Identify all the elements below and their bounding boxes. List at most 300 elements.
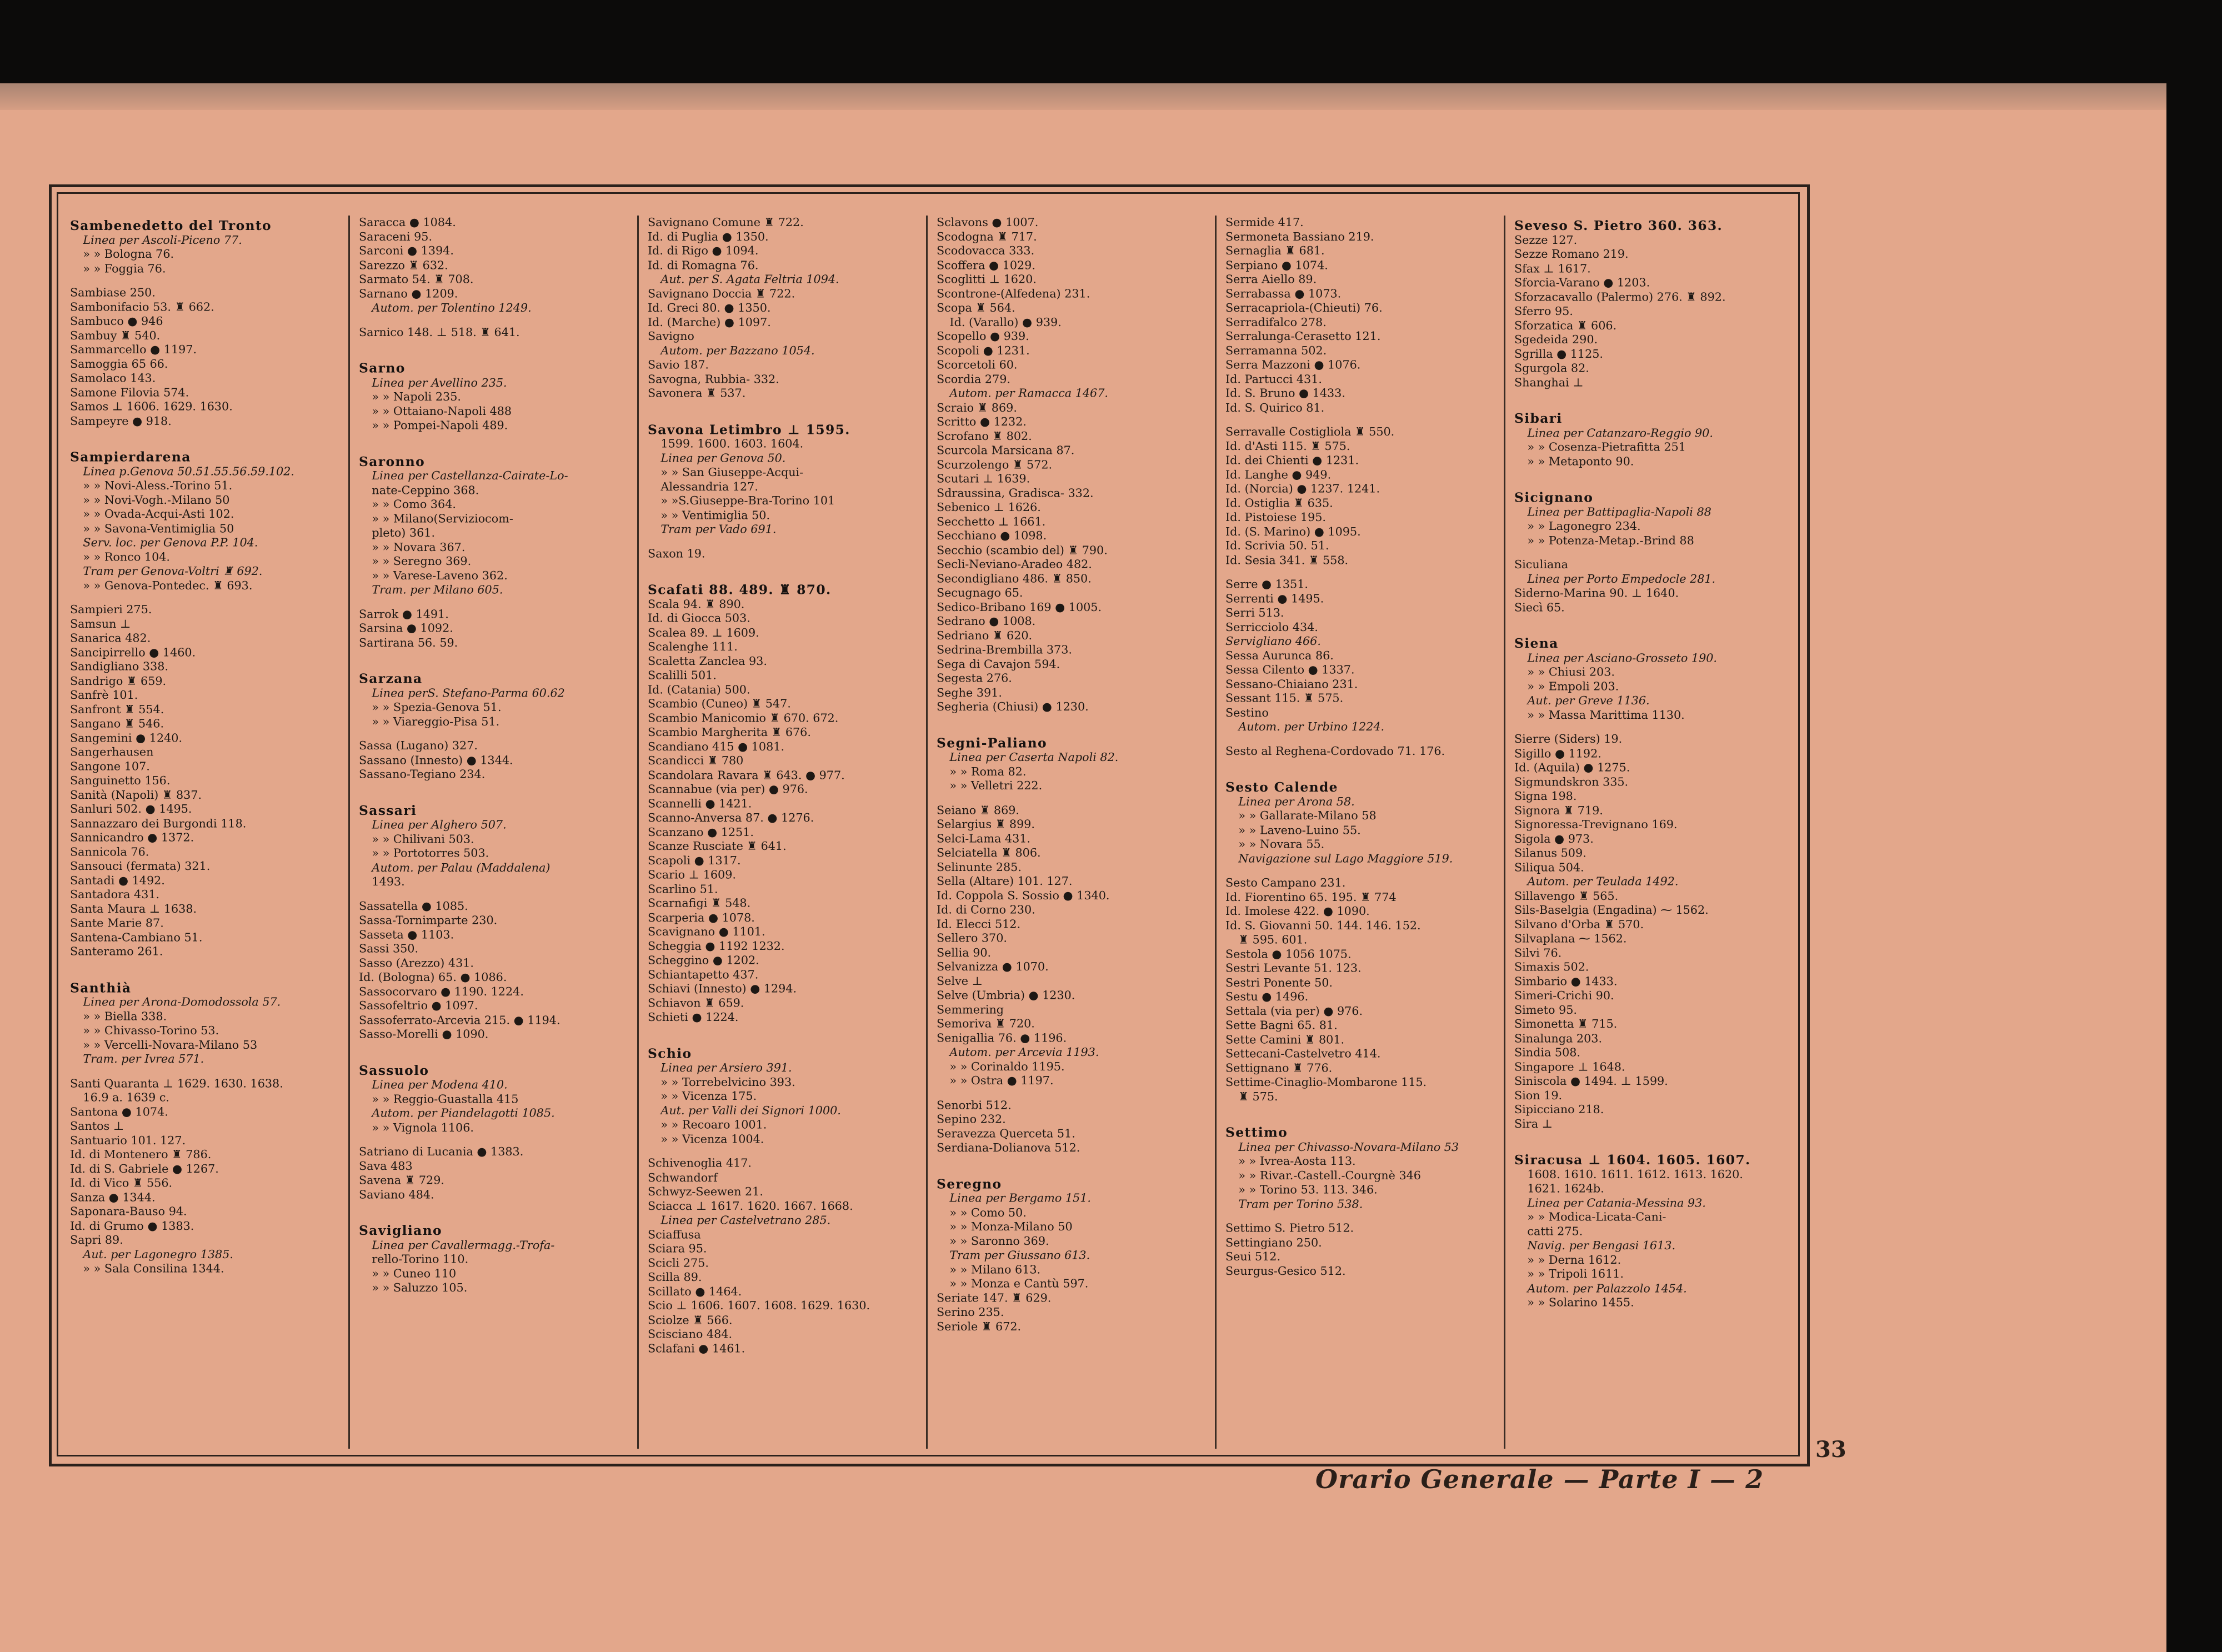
- index-entry: Senorbi 512.: [937, 1098, 1012, 1112]
- index-entry: Autom. per Palazzolo 1454.: [1527, 1281, 1687, 1295]
- index-entry: Secchetto ⊥ 1661.: [937, 515, 1046, 528]
- index-entry: Id. (Norcia) ● 1237. 1241.: [1225, 482, 1380, 495]
- index-entry: Santadi ● 1492.: [70, 874, 165, 887]
- index-entry: Savignano Doccia ♜ 722.: [648, 287, 795, 301]
- index-entry: Siecì 65.: [1514, 601, 1565, 614]
- index-entry: Sangemini ● 1240.: [70, 731, 183, 745]
- index-entry: Linea per Arona 58.: [1238, 795, 1355, 808]
- index-entry: Tram per Giussano 613.: [949, 1249, 1090, 1262]
- index-entry: Sciacca ⊥ 1617. 1620. 1667. 1668.: [648, 1199, 853, 1213]
- index-entry: Navigazione sul Lago Maggiore 519.: [1238, 852, 1453, 865]
- index-entry: Linea per Arsiero 391.: [660, 1061, 792, 1075]
- index-entry: Id. di Rigo ● 1094.: [648, 244, 759, 258]
- index-entry: » » Chivasso-Torino 53.: [83, 1024, 219, 1038]
- index-entry: Sangano ♜ 546.: [70, 717, 164, 730]
- index-entry: Selciatella ♜ 806.: [937, 846, 1041, 860]
- index-entry: Sgedeida 290.: [1514, 333, 1598, 347]
- index-entry: Sannicola 76.: [70, 845, 149, 859]
- index-entry: Sernaglia ♜ 681.: [1225, 244, 1325, 258]
- index-entry: Scannelli ● 1421.: [648, 797, 752, 810]
- index-entry: » » Sala Consilina 1344.: [83, 1262, 224, 1275]
- index-entry: Sira ⊥: [1514, 1117, 1553, 1131]
- column-3: [639, 216, 928, 1449]
- index-entry: Sigola ● 973.: [1514, 832, 1594, 846]
- index-entry: Sancipirrello ● 1460.: [70, 646, 196, 659]
- station-heading: Seregno: [937, 1177, 1002, 1192]
- index-entry: Serv. loc. per Genova P.P. 104.: [83, 536, 258, 549]
- index-entry: » » Torino 53. 113. 346.: [1238, 1183, 1378, 1197]
- page-number: 33: [1815, 1436, 1846, 1463]
- index-entry: Saponara-Bauso 94.: [70, 1205, 187, 1219]
- index-entry: Scraio ♜ 869.: [937, 401, 1017, 414]
- index-entry: Aut. per Greve 1136.: [1527, 694, 1650, 708]
- index-entry: Id. (Marche) ● 1097.: [648, 316, 771, 329]
- index-entry: » » Lagonegro 234.: [1527, 519, 1641, 533]
- index-entry: » » Milano(Serviziocom-: [372, 512, 513, 525]
- index-entry: Scanno-Anversa 87. ● 1276.: [648, 811, 814, 825]
- index-entry: Sanfront ♜ 554.: [70, 703, 164, 717]
- index-entry: Samone Filovia 574.: [70, 386, 189, 399]
- index-entry: Linea per Battipaglia-Napoli 88: [1527, 505, 1711, 519]
- index-entry: 16.9 a. 1639 c.: [83, 1091, 170, 1104]
- index-entry: Semoriva ♜ 720.: [937, 1017, 1035, 1030]
- index-entry: Sassano-Tegiano 234.: [359, 768, 486, 781]
- index-entry: » » Cosenza-Pietrafitta 251: [1527, 440, 1686, 454]
- station-heading: Sesto Calende: [1225, 780, 1338, 795]
- index-entry: Tram per Vado 691.: [660, 523, 777, 536]
- index-entry: » » Ventimiglia 50.: [660, 508, 770, 522]
- index-entry: Samoggia 65 66.: [70, 357, 168, 371]
- index-entry: » » Chilivani 503.: [372, 833, 474, 846]
- index-entry: Senigallia 76. ● 1196.: [937, 1032, 1067, 1045]
- index-entry: » » Biella 338.: [83, 1010, 167, 1023]
- index-entry: Scarnafigi ♜ 548.: [648, 897, 751, 910]
- index-entry: Sedrina-Brembilla 373.: [937, 643, 1072, 657]
- station-heading: Schio: [648, 1046, 692, 1062]
- index-entry: Scanzano ● 1251.: [648, 825, 754, 839]
- index-entry: » » Ivrea-Aosta 113.: [1238, 1155, 1356, 1168]
- index-entry: Segheria (Chiusi) ● 1230.: [937, 700, 1089, 714]
- index-entry: Sampeyre ● 918.: [70, 414, 172, 428]
- index-entry: Id. (Varallo) ● 939.: [949, 316, 1062, 329]
- index-entry: » » Velletri 222.: [949, 779, 1043, 793]
- index-entry: Seurgus-Gesico 512.: [1225, 1264, 1346, 1278]
- index-entry: Sermide 417.: [1225, 216, 1304, 229]
- index-entry: Scopa ♜ 564.: [937, 301, 1015, 315]
- index-entry: » » Pompei-Napoli 489.: [372, 419, 508, 432]
- index-entry: Seiano ♜ 869.: [937, 803, 1020, 817]
- index-entry: Savonera ♜ 537.: [648, 387, 746, 401]
- index-entry: » » Novara 55.: [1238, 838, 1325, 851]
- index-entry: Id. di Vico ♜ 556.: [70, 1177, 173, 1190]
- index-entry: Sassi 350.: [359, 942, 419, 955]
- index-entry: Linea per Cavallermagg.-Trofa-: [372, 1238, 555, 1252]
- index-entry: Linea per Modena 410.: [372, 1078, 508, 1092]
- index-entry: » » Gallarate-Milano 58: [1238, 809, 1377, 823]
- index-entry: » » Recoaro 1001.: [660, 1118, 767, 1132]
- index-entry: Seriate 147. ♜ 629.: [937, 1291, 1052, 1305]
- index-entry: » » Seregno 369.: [372, 555, 472, 568]
- index-entry: Tram per Torino 538.: [1238, 1198, 1363, 1211]
- index-entry: Settingiano 250.: [1225, 1236, 1322, 1249]
- index-entry: » » Novi-Vogh.-Milano 50: [83, 493, 230, 507]
- index-entry: Alessandria 127.: [660, 480, 758, 493]
- index-entry: » » Tripoli 1611.: [1527, 1268, 1624, 1281]
- index-entry: Seravezza Querceta 51.: [937, 1127, 1075, 1140]
- index-entry: » » Roma 82.: [949, 765, 1027, 778]
- index-entry: Linea per Castellanza-Cairate-Lo-: [372, 469, 568, 483]
- index-entry: » » Viareggio-Pisa 51.: [372, 715, 500, 728]
- index-entry: Serracapriola-(Chieuti) 76.: [1225, 301, 1383, 315]
- station-heading: Sarzana: [359, 671, 423, 687]
- index-entry: Sartirana 56. 59.: [359, 636, 458, 649]
- station-heading: Sampierdarena: [70, 449, 191, 465]
- index-entry: Sciara 95.: [648, 1242, 707, 1255]
- index-entry: » » Derna 1612.: [1527, 1253, 1622, 1266]
- index-entry: Serpiano ● 1074.: [1225, 258, 1328, 272]
- index-entry: Sanfrè 101.: [70, 689, 138, 702]
- index-entry: » » Vercelli-Novara-Milano 53: [83, 1038, 258, 1052]
- index-entry: » » Monza-Milano 50: [949, 1220, 1073, 1234]
- index-entry: Secchio (scambio del) ♜ 790.: [937, 543, 1108, 557]
- index-entry: » » Milano 613.: [949, 1263, 1041, 1276]
- station-heading: Scafati 88. 489. ♜ 870.: [648, 582, 832, 598]
- index-entry: Selvanizza ● 1070.: [937, 960, 1049, 974]
- index-entry: Simonetta ♜ 715.: [1514, 1018, 1618, 1031]
- index-entry: » » Ovada-Acqui-Asti 102.: [83, 508, 234, 521]
- index-entry: » » Portotorres 503.: [372, 847, 489, 860]
- station-heading: Savigliano: [359, 1223, 442, 1239]
- index-entry: Sassocorvaro ● 1190. 1224.: [359, 985, 524, 998]
- index-entry: Linea per Chivasso-Novara-Milano 53: [1238, 1140, 1459, 1154]
- index-entry: Id. di Puglia ● 1350.: [648, 230, 769, 243]
- index-entry: ♜ 575.: [1238, 1090, 1278, 1103]
- index-entry: Id. S. Bruno ● 1433.: [1225, 387, 1345, 401]
- index-entry: Secchiano ● 1098.: [937, 529, 1047, 543]
- index-entry: Scandolara Ravara ♜ 643. ● 977.: [648, 768, 845, 782]
- index-entry: Sambuy ♜ 540.: [70, 329, 161, 342]
- index-entry: Samolaco 143.: [70, 372, 156, 385]
- index-entry: Sezze 127.: [1514, 233, 1578, 247]
- index-entry: Secugnago 65.: [937, 586, 1023, 600]
- page-top-edge: [0, 83, 2166, 110]
- index-entry: Linea per Asciano-Grosseto 190.: [1527, 651, 1718, 665]
- index-entry: Sepino 232.: [937, 1113, 1006, 1126]
- column-4: [928, 216, 1217, 1449]
- index-entry: Sellero 370.: [937, 932, 1007, 945]
- index-entry: » » Napoli 235.: [372, 391, 461, 404]
- index-entry: Scambio (Cuneo) ♜ 547.: [648, 697, 791, 710]
- index-entry: Sedriano ♜ 620.: [937, 629, 1033, 643]
- index-entry: » » Reggio-Guastalla 415: [372, 1093, 519, 1106]
- index-entry: Aut. per S. Agata Feltria 1094.: [660, 273, 839, 286]
- index-entry: Sarmato 54. ♜ 708.: [359, 273, 474, 286]
- index-entry: Scritto ● 1232.: [937, 415, 1027, 429]
- index-entry: Scandicci ♜ 780: [648, 754, 744, 768]
- index-entry: Savigno: [648, 330, 694, 343]
- index-entry: 1608. 1610. 1611. 1612. 1613. 1620.: [1527, 1168, 1743, 1182]
- index-entry: Saraceni 95.: [359, 230, 433, 243]
- index-entry: Serrabassa ● 1073.: [1225, 287, 1342, 301]
- index-entry: » » Saronno 369.: [949, 1234, 1049, 1248]
- index-entry: » » Spezia-Genova 51.: [372, 700, 502, 714]
- index-entry: » » Ostra ● 1197.: [949, 1074, 1054, 1088]
- index-entry: » » Como 364.: [372, 498, 456, 511]
- index-entry: Sampieri 275.: [70, 603, 152, 617]
- index-entry: Sferro 95.: [1514, 304, 1573, 318]
- index-entry: Sessa Aurunca 86.: [1225, 649, 1334, 663]
- index-entry: Sessant 115. ♜ 575.: [1225, 692, 1344, 705]
- index-entry: » » Como 50.: [949, 1206, 1027, 1219]
- index-entry: Samos ⊥ 1606. 1629. 1630.: [70, 400, 233, 414]
- index-entry: » » San Giuseppe-Acqui-: [660, 465, 804, 479]
- index-entry: Scopoli ● 1231.: [937, 344, 1030, 358]
- index-entry: Selargius ♜ 899.: [937, 818, 1035, 831]
- index-entry: Scanze Rusciate ♜ 641.: [648, 840, 787, 853]
- index-entry: » » Saluzzo 105.: [372, 1281, 468, 1295]
- index-entry: Savignano Comune ♜ 722.: [648, 216, 804, 229]
- index-entry: Id. Scrivia 50. 51.: [1225, 539, 1329, 553]
- index-entry: Sion 19.: [1514, 1089, 1563, 1102]
- index-entry: Sarrok ● 1491.: [359, 608, 449, 621]
- index-entry: Sestri Levante 51. 123.: [1225, 962, 1362, 975]
- index-entry: Signora ♜ 719.: [1514, 804, 1603, 817]
- index-entry: Simaxis 502.: [1514, 960, 1589, 974]
- station-heading: Segni-Paliano: [937, 735, 1048, 751]
- index-entry: Sava 483: [359, 1159, 413, 1173]
- index-entry: Linea per Porto Empedocle 281.: [1527, 572, 1716, 586]
- index-entry: Sedico-Bribano 169 ● 1005.: [937, 600, 1102, 614]
- index-entry: Sessano-Chiaiano 231.: [1225, 678, 1358, 691]
- index-entry: Savio 187.: [648, 358, 709, 372]
- index-entry: Serrenti ● 1495.: [1225, 592, 1324, 605]
- index-entry: Sarsina ● 1092.: [359, 622, 453, 635]
- station-heading: Sassuolo: [359, 1063, 429, 1078]
- index-entry: Sillavengo ♜ 565.: [1514, 889, 1619, 903]
- index-entry: Linea per Caserta Napoli 82.: [949, 750, 1119, 764]
- index-entry: Sigmundskron 335.: [1514, 775, 1629, 789]
- index-entry: Scoglitti ⊥ 1620.: [937, 273, 1037, 286]
- index-entry: Id. Greci 80. ● 1350.: [648, 301, 771, 315]
- index-entry: Simeto 95.: [1514, 1003, 1577, 1017]
- index-entry: Sforzacavallo (Palermo) 276. ♜ 892.: [1514, 291, 1726, 304]
- index-entry: Sestri Ponente 50.: [1225, 976, 1333, 989]
- index-entry: Tram per Genova-Voltri ♜ 692.: [83, 564, 263, 578]
- index-entry: Scalea 89. ⊥ 1609.: [648, 626, 759, 639]
- index-entry: Scilla 89.: [648, 1270, 702, 1284]
- index-entry: Sclafani ● 1461.: [648, 1342, 745, 1355]
- index-entry: Sassano (Innesto) ● 1344.: [359, 753, 513, 767]
- index-entry: Linea per Catania-Messina 93.: [1527, 1196, 1706, 1210]
- index-entry: » » Genova-Pontedec. ♜ 693.: [83, 579, 253, 592]
- index-entry: Autom. per Ramacca 1467.: [949, 387, 1108, 401]
- index-entry: Sarconi ● 1394.: [359, 244, 454, 258]
- index-entry: Santos ⊥: [70, 1119, 124, 1133]
- index-entry: Sezze Romano 219.: [1514, 248, 1629, 261]
- station-heading: Saronno: [359, 454, 426, 469]
- index-entry: Scurzolengo ♜ 572.: [937, 458, 1053, 472]
- index-entry: Simbario ● 1433.: [1514, 975, 1618, 988]
- index-entry: Sinalunga 203.: [1514, 1032, 1603, 1045]
- index-entry: Sgrilla ● 1125.: [1514, 347, 1604, 361]
- index-entry: Sesto Campano 231.: [1225, 876, 1346, 890]
- index-entry: Sasseta ● 1103.: [359, 928, 454, 942]
- index-entry: Sigillo ● 1192.: [1514, 747, 1602, 760]
- index-entry: Sforzatica ♜ 606.: [1514, 319, 1617, 332]
- index-entry: Scavignano ● 1101.: [648, 925, 765, 939]
- index-entry: Selinunte 285.: [937, 860, 1022, 874]
- index-entry: Scala 94. ♜ 890.: [648, 598, 745, 611]
- index-entry: Scillato ● 1464.: [648, 1285, 742, 1298]
- index-entry: Id. di Corno 230.: [937, 903, 1035, 917]
- index-entry: Sanguinetto 156.: [70, 774, 171, 788]
- index-entry: Linea per Arona-Domodossola 57.: [83, 995, 281, 1009]
- station-heading: Sibari: [1514, 411, 1563, 427]
- index-entry: 1493.: [372, 875, 405, 889]
- index-entry: Sellia 90.: [937, 946, 992, 959]
- index-entry: catti 275.: [1527, 1225, 1583, 1238]
- index-entry: Autom. per Teulada 1492.: [1527, 875, 1679, 889]
- index-entry: Linea per Catanzaro-Reggio 90.: [1527, 426, 1713, 440]
- column-5: [1217, 216, 1505, 1449]
- index-entry: Singapore ⊥ 1648.: [1514, 1060, 1625, 1074]
- index-entry: Santuario 101. 127.: [70, 1134, 186, 1147]
- index-entry: Semmering: [937, 1003, 1004, 1017]
- index-entry: Scurcola Marsicana 87.: [937, 444, 1075, 457]
- index-entry: Sgurgola 82.: [1514, 362, 1589, 375]
- index-entry: Schwyz-Seewen 21.: [648, 1185, 763, 1199]
- index-entry: Siderno-Marina 90. ⊥ 1640.: [1514, 587, 1679, 600]
- index-entry: Selve (Umbria) ● 1230.: [937, 989, 1075, 1002]
- index-entry: Santi Quaranta ⊥ 1629. 1630. 1638.: [70, 1077, 283, 1090]
- index-entry: Id. di Grumo ● 1383.: [70, 1219, 194, 1233]
- index-entry: Sdraussina, Gradisca- 332.: [937, 487, 1094, 500]
- index-entry: Linea per Ascoli-Piceno 77.: [83, 233, 242, 247]
- index-entry: Aut. per Valli dei Signori 1000.: [660, 1104, 841, 1118]
- index-entry: Santeramo 261.: [70, 945, 163, 959]
- index-entry: Linea perS. Stefano-Parma 60.62: [372, 687, 565, 700]
- index-entry: Scandiano 415 ● 1081.: [648, 740, 785, 753]
- index-entry: 1621. 1624b.: [1527, 1182, 1604, 1195]
- index-entry: Selci-Lama 431.: [937, 832, 1030, 845]
- index-entry: Id. (S. Marino) ● 1095.: [1225, 525, 1361, 538]
- index-entry: Sindia 508.: [1514, 1046, 1581, 1059]
- index-entry: » » Monza e Cantù 597.: [949, 1277, 1089, 1290]
- index-entry: Autom. per Urbino 1224.: [1238, 720, 1385, 734]
- index-entry: Silvano d'Orba ♜ 570.: [1514, 918, 1644, 932]
- index-entry: Schivenoglia 417.: [648, 1157, 752, 1170]
- index-entry: Scheggia ● 1192 1232.: [648, 939, 785, 953]
- index-entry: Scambio Manicomio ♜ 670. 672.: [648, 712, 839, 725]
- index-entry: Autom. per Palau (Maddalena): [372, 861, 551, 874]
- index-entry: Siliqua 504.: [1514, 861, 1584, 874]
- index-entry: » » Rivar.-Castell.-Courgnè 346: [1238, 1169, 1421, 1183]
- index-entry: Id. (Bologna) 65. ● 1086.: [359, 970, 507, 984]
- index-entry: Sassa-Tornimparte 230.: [359, 914, 498, 927]
- index-entry: Serramanna 502.: [1225, 344, 1327, 358]
- index-entry: Schiantapetto 437.: [648, 968, 759, 982]
- index-entry: » » Corinaldo 1195.: [949, 1060, 1065, 1073]
- index-entry: Scarlino 51.: [648, 883, 718, 896]
- index-entry: Scio ⊥ 1606. 1607. 1608. 1629. 1630.: [648, 1299, 870, 1313]
- index-entry: Scalilli 501.: [648, 669, 717, 682]
- index-entry: » » Ronco 104.: [83, 550, 170, 564]
- index-entry: Autom. per Bazzano 1054.: [660, 344, 815, 358]
- index-entry: Sforcia-Varano ● 1203.: [1514, 276, 1650, 289]
- index-entry: Siniscola ● 1494. ⊥ 1599.: [1514, 1074, 1668, 1088]
- index-entry: Id. di Romagna 76.: [648, 258, 759, 272]
- index-entry: 1599. 1600. 1603. 1604.: [660, 437, 804, 450]
- index-entry: Sansouci (fermata) 321.: [70, 859, 211, 873]
- index-entry: Serricciolo 434.: [1225, 620, 1318, 634]
- index-entry: Id. Ostiglia ♜ 635.: [1225, 497, 1333, 510]
- index-entry: Id. (Aquila) ● 1275.: [1514, 761, 1630, 774]
- index-entry: Id. Sesia 341. ♜ 558.: [1225, 553, 1349, 567]
- station-heading: Sassari: [359, 803, 417, 818]
- index-entry: Settala (via per) ● 976.: [1225, 1004, 1363, 1018]
- index-entry: Id. di Montenero ♜ 786.: [70, 1148, 212, 1162]
- index-entry: Id. Partucci 431.: [1225, 373, 1322, 386]
- index-entry: Sella (Altare) 101. 127.: [937, 875, 1073, 888]
- index-entry: Serradifalco 278.: [1225, 316, 1327, 329]
- index-entry: Silvaplana ⁓ 1562.: [1514, 932, 1627, 945]
- index-entry: Schieti ● 1224.: [648, 1010, 739, 1024]
- index-entry: Id. Pistoiese 195.: [1225, 510, 1326, 524]
- index-entry: Sebenico ⊥ 1626.: [937, 500, 1041, 514]
- index-entry: Samsun ⊥: [70, 617, 131, 631]
- station-heading: Settimo: [1225, 1125, 1288, 1140]
- index-entry: Silanus 509.: [1514, 847, 1587, 860]
- index-entry: Shanghai ⊥: [1514, 376, 1584, 389]
- index-entry: Linea p.Genova 50.51.55.56.59.102.: [83, 465, 294, 478]
- index-entry: Sette Camini ♜ 801.: [1225, 1033, 1345, 1047]
- index-entry: Sante Marie 87.: [70, 917, 164, 930]
- index-entry: » » Novi-Aless.-Torino 51.: [83, 479, 233, 493]
- index-entry: Serra Mazzoni ● 1076.: [1225, 358, 1361, 372]
- index-entry: Sambonifacio 53. ♜ 662.: [70, 301, 214, 314]
- index-entry: » »S.Giuseppe-Bra-Torino 101: [660, 494, 835, 508]
- index-entry: Scorcetoli 60.: [937, 358, 1018, 372]
- index-entry: Sanità (Napoli) ♜ 837.: [70, 788, 202, 802]
- index-entry: Sega di Cavajon 594.: [937, 658, 1060, 671]
- index-columns: [61, 216, 1794, 1449]
- index-entry: Linea per Castelvetrano 285.: [660, 1214, 831, 1227]
- index-entry: Serdiana-Dolianova 512.: [937, 1141, 1080, 1155]
- index-entry: Secondigliano 486. ♜ 850.: [937, 572, 1092, 585]
- index-entry: Saxon 19.: [648, 547, 705, 560]
- index-entry: Scisciano 484.: [648, 1328, 733, 1341]
- index-entry: Scrofano ♜ 802.: [937, 429, 1032, 443]
- index-entry: Sassa (Lugano) 327.: [359, 739, 478, 753]
- index-entry: » » Ottaiano-Napoli 488: [372, 404, 512, 418]
- index-entry: Scordia 279.: [937, 373, 1011, 386]
- index-entry: Sannicandro ● 1372.: [70, 831, 194, 844]
- index-entry: Serre ● 1351.: [1225, 578, 1308, 591]
- index-entry: Sasso (Arezzo) 431.: [359, 957, 474, 970]
- index-entry: Satriano di Lucania ● 1383.: [359, 1145, 524, 1159]
- index-entry: Sette Bagni 65. 81.: [1225, 1019, 1338, 1032]
- index-entry: Id. (Catania) 500.: [648, 683, 750, 697]
- index-entry: » » Bologna 76.: [83, 248, 174, 261]
- index-entry: Id. Coppola S. Sossio ● 1340.: [937, 889, 1110, 903]
- index-entry: Serri 513.: [1225, 606, 1284, 620]
- index-entry: Scarperia ● 1078.: [648, 911, 755, 924]
- index-entry: Autom. per Tolentino 1249.: [372, 301, 532, 315]
- index-entry: Linea per Genova 50.: [660, 452, 786, 465]
- index-entry: Settime-Cinaglio-Mombarone 115.: [1225, 1075, 1427, 1089]
- index-entry: Sanluri 502. ● 1495.: [70, 803, 192, 816]
- index-entry: Linea per Alghero 507.: [372, 818, 507, 832]
